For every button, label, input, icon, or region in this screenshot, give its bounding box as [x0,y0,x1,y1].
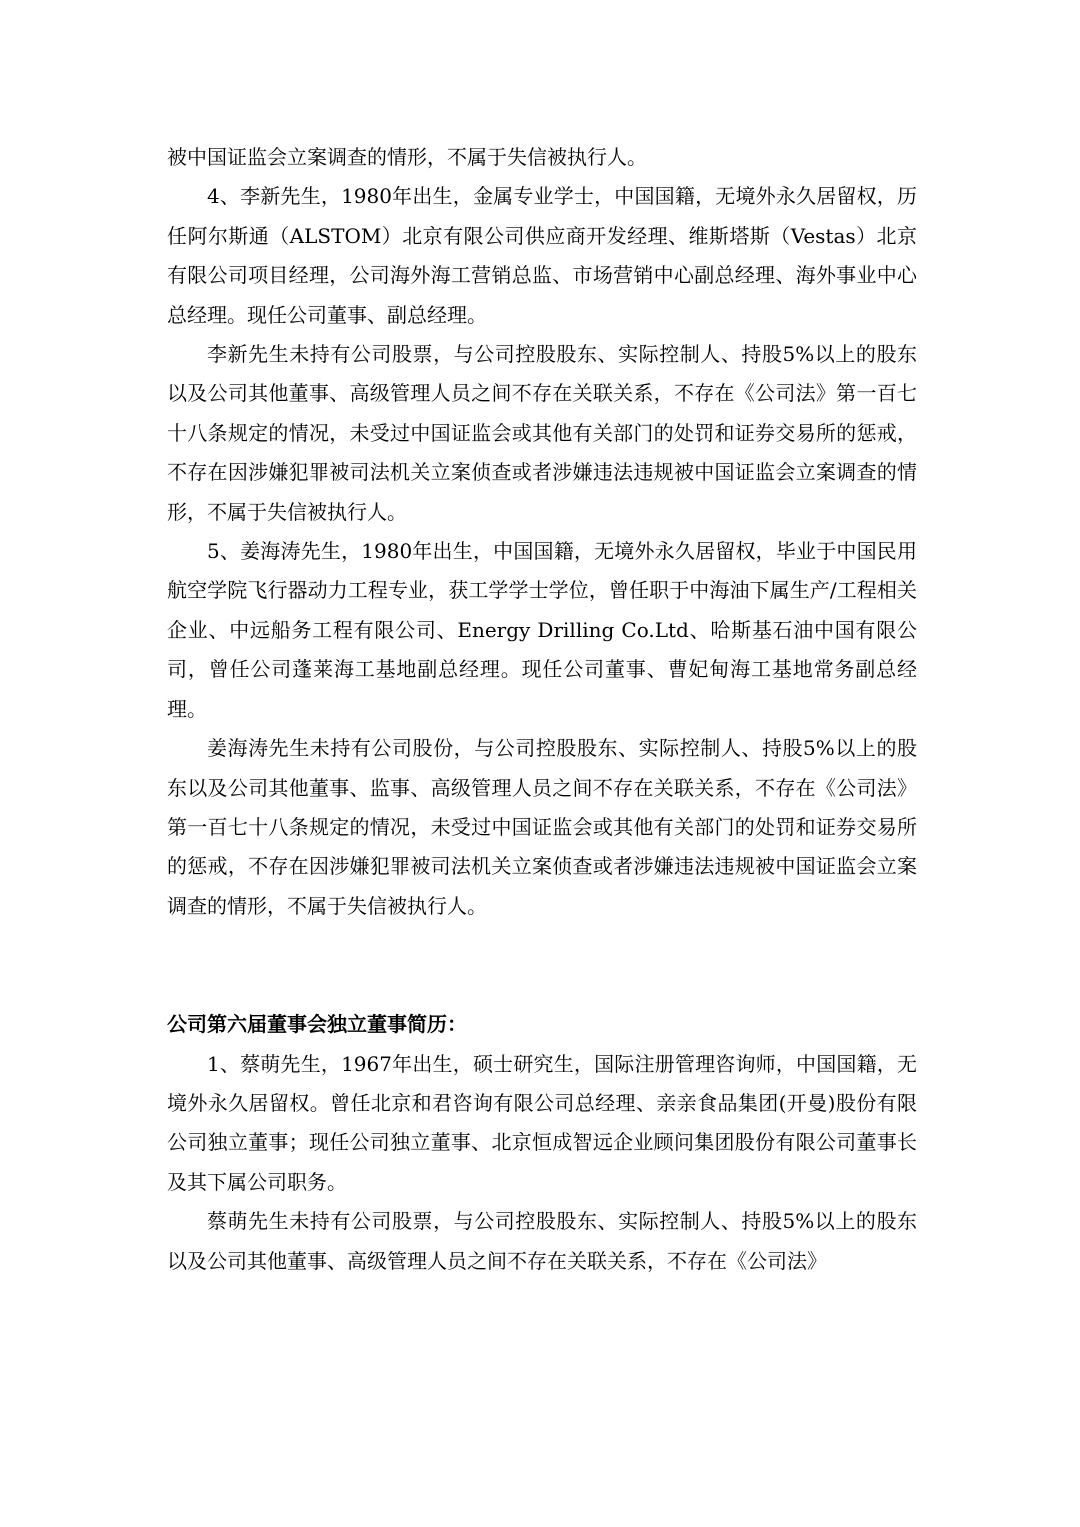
section-heading: 公司第六届董事会独立董事简历： [167,1012,467,1037]
paragraph-cai-meng-statement: 蔡萌先生未持有公司股票，与公司控股股东、实际控制人、持股5%以上的股东以及公司其他董事、高级管理人员之间不存在关联关系，不存在《公司法》 [167,1209,917,1273]
paragraph-jiang-haitao-statement: 姜海涛先生未持有公司股份，与公司控股股东、实际控制人、持股5%以上的股东以及公司其他董事、监事、高级管理人员之间不存在关联关系，不存在《公司法》第一百七十八条规定的情况，未受过中国证监会或其他有关部门的处罚和证券交易所的惩戒，不存在因涉嫌犯罪被司法机关立案侦查或者涉嫌违法违规被中国证监会立案调查的情形，不属于失信被执行人。 [167,736,917,918]
paragraph-li-xin-bio: 4、李新先生，1980年出生，金属专业学士，中国国籍，无境外永久居留权，历任阿尔斯通（ALSTOM）北京有限公司供应商开发经理、维斯塔斯（Vestas）北京有限公司项目经理，公司海外海工营销总监、市场营销中心副总经理、海外事业中心总经理。现任公司董事、副总经理。 [167,184,917,327]
paragraph-li-xin-statement: 李新先生未持有公司股票，与公司控股股东、实际控制人、持股5%以上的股东以及公司其他董事、高级管理人员之间不存在关联关系，不存在《公司法》第一百七十八条规定的情况，未受过中国证监会或其他有关部门的处罚和证券交易所的惩戒，不存在因涉嫌犯罪被司法机关立案侦查或者涉嫌违法违规被中国证监会立案调查的情形，不属于失信被执行人。 [167,342,917,524]
section-gap [167,926,917,1005]
paragraph-jiang-haitao-bio: 5、姜海涛先生，1980年出生，中国国籍，无境外永久居留权，毕业于中国民用航空学院飞行器动力工程专业，获工学学士学位，曾任职于中海油下属生产/工程相关企业、中远船务工程有限公司、Energy Drilling Co.Ltd、哈斯基石油中国有限公司，曾任公司蓬莱海工基地副总经理。现任公司董事、曹妃甸海工基地常务副总经理。 [167,539,917,721]
paragraph-cai-meng-bio: 1、蔡萌先生，1967年出生，硕士研究生，国际注册管理咨询师，中国国籍，无境外永久居留权。曾任北京和君咨询有限公司总经理、亲亲食品集团(开曼)股份有限公司独立董事；现任公司独立董事、北京恒成智远企业顾问集团股份有限公司董事长及其下属公司职务。 [167,1051,917,1194]
paragraph-continuation: 被中国证监会立案调查的情形，不属于失信被执行人。 [167,145,647,169]
document-page [167,138,917,1281]
